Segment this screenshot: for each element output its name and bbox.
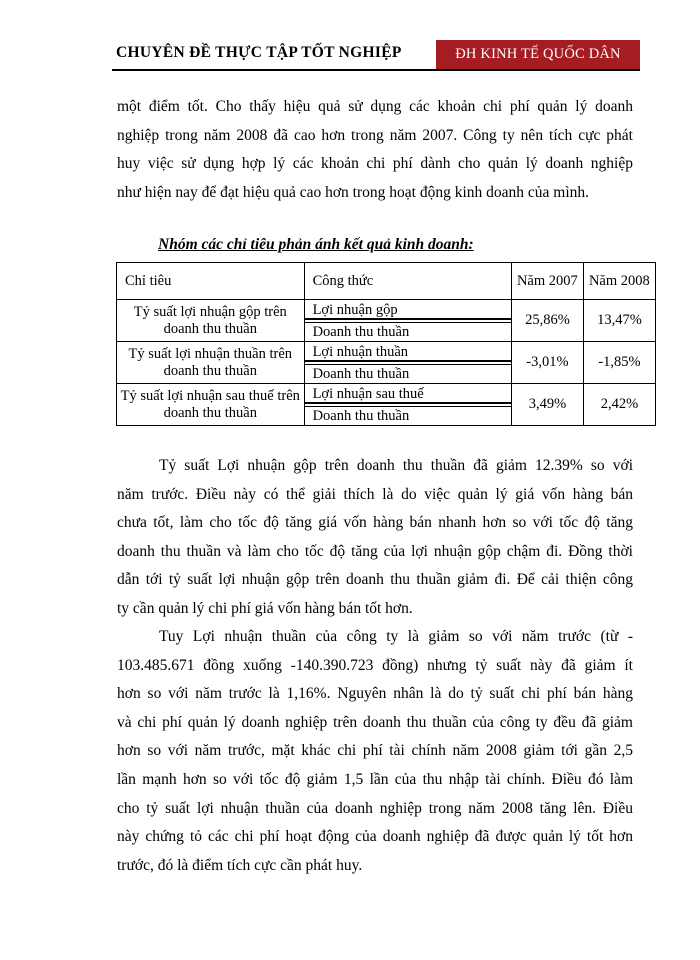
value-2008: 13,47%	[583, 300, 655, 342]
formula-numerator: Lợi nhuận sau thuế	[305, 384, 511, 404]
value-2007: 3,49%	[511, 384, 583, 426]
header-divider	[112, 69, 640, 71]
text-line: như hiện nay để đạt hiệu quả cao hơn trong hoạt động kinh doanh của mình.	[117, 183, 590, 201]
text-line: cho tỷ suất lợi nhuận thuần của doanh nghiệp trong năm 2008 tăng lên. Điều	[117, 799, 633, 817]
table-header-row	[117, 263, 656, 300]
header-year-2008: Năm 2008	[583, 263, 655, 300]
formula-denominator: Doanh thu thuần	[305, 406, 511, 425]
formula-numerator: Lợi nhuận gộp	[305, 300, 511, 320]
text-line: hơn so với năm trước là 1,16%. Nguyên nhân là do tỷ suất chi phí bán hàng	[117, 685, 633, 703]
header-title: CHUYÊN ĐỀ THỰC TẬP TỐT NGHIỆP	[116, 44, 402, 61]
paragraph-intro	[117, 93, 633, 207]
text-line: này chứng tỏ các chi phí hoạt động của doanh nghiệp đã được quản lý tốt hơn	[117, 828, 633, 846]
paragraph-gross-profit	[117, 452, 633, 624]
header-indicator: Chỉ tiêu	[117, 263, 305, 300]
formula-denominator: Doanh thu thuần	[305, 364, 511, 383]
text-line: một điểm tốt. Cho thấy hiệu quả sử dụng các khoản chi phí quản lý doanh	[117, 98, 633, 115]
fraction	[305, 342, 511, 383]
header-year-2007: Năm 2007	[511, 263, 583, 300]
formula-numerator: Lợi nhuận thuần	[305, 342, 511, 362]
formula-denominator: Doanh thu thuần	[305, 322, 511, 341]
text-line: trước, đó là điểm tích cực cần phát huy.	[117, 856, 363, 874]
text-line: dẫn tới tỷ suất lợi nhuận gộp trên doanh thu thuần giảm đi. Để cải thiện công	[117, 571, 633, 589]
text-line: Tuy Lợi nhuận thuần của công ty là giảm so với năm trước (từ -	[159, 628, 633, 645]
text-line: huy việc sử dụng hợp lý các khoản chi phí dành cho quản lý doanh nghiệp	[117, 155, 633, 173]
table-row	[117, 342, 656, 384]
text-line: lần mạnh hơn so với tốc độ giảm 1,5 lần của thu nhập tài chính. Điều đó làm	[117, 770, 633, 788]
text-line: Tỷ suất Lợi nhuận gộp trên doanh thu thuần đã giảm 12.39% so với	[159, 457, 633, 474]
header-university-badge: ĐH KINH TẾ QUỐC DÂN	[436, 40, 640, 69]
text-line: nghiệp trong năm 2008 đã cao hơn trong năm 2007. Công ty nên tích cực phát	[117, 126, 633, 144]
indicator-name: Tỷ suất lợi nhuận gộp trên doanh thu thuần	[117, 300, 305, 342]
formula-cell	[304, 300, 511, 342]
paragraph-net-profit	[117, 623, 633, 880]
table-row	[117, 300, 656, 342]
fraction	[305, 300, 511, 341]
text-line: 103.485.671 đồng xuống -140.390.723 đồng) nhưng tỷ suất này đã giảm ít	[117, 656, 633, 674]
text-line: ty cần quản lý chi phí giá vốn hàng bán tốt hơn.	[117, 599, 413, 617]
text-line: hơn so với năm trước, mặt khác chi phí tài chính năm 2008 giảm tới gần 2,5	[117, 742, 633, 760]
indicator-name: Tỷ suất lợi nhuận thuần trên doanh thu thuần	[117, 342, 305, 384]
text-line: doanh thu thuần và làm cho tốc độ tăng của lợi nhuận gộp chậm đi. Đồng thời	[117, 542, 633, 560]
fraction	[305, 384, 511, 425]
text-line: và chi phí quản lý doanh nghiệp trên doanh thu thuần của công ty đều đã giảm	[117, 713, 633, 731]
formula-cell	[304, 342, 511, 384]
value-2007: 25,86%	[511, 300, 583, 342]
kpi-table	[116, 262, 656, 426]
value-2007: -3,01%	[511, 342, 583, 384]
text-line: năm trước. Điều này có thể giải thích là do việc quản lý giá vốn hàng bán	[117, 485, 633, 503]
value-2008: -1,85%	[583, 342, 655, 384]
formula-cell	[304, 384, 511, 426]
header-formula: Công thức	[304, 263, 511, 300]
indicator-name: Tỷ suất lợi nhuận sau thuế trên doanh thu thuần	[117, 384, 305, 426]
table-row	[117, 384, 656, 426]
page-header	[112, 40, 640, 70]
text-line: chưa tốt, làm cho tốc độ tăng giá vốn hàng bán nhanh hơn so với tốc độ tăng	[117, 514, 633, 532]
value-2008: 2,42%	[583, 384, 655, 426]
table-title: Nhóm các chỉ tiêu phản ánh kết quả kinh doanh:	[158, 236, 474, 253]
